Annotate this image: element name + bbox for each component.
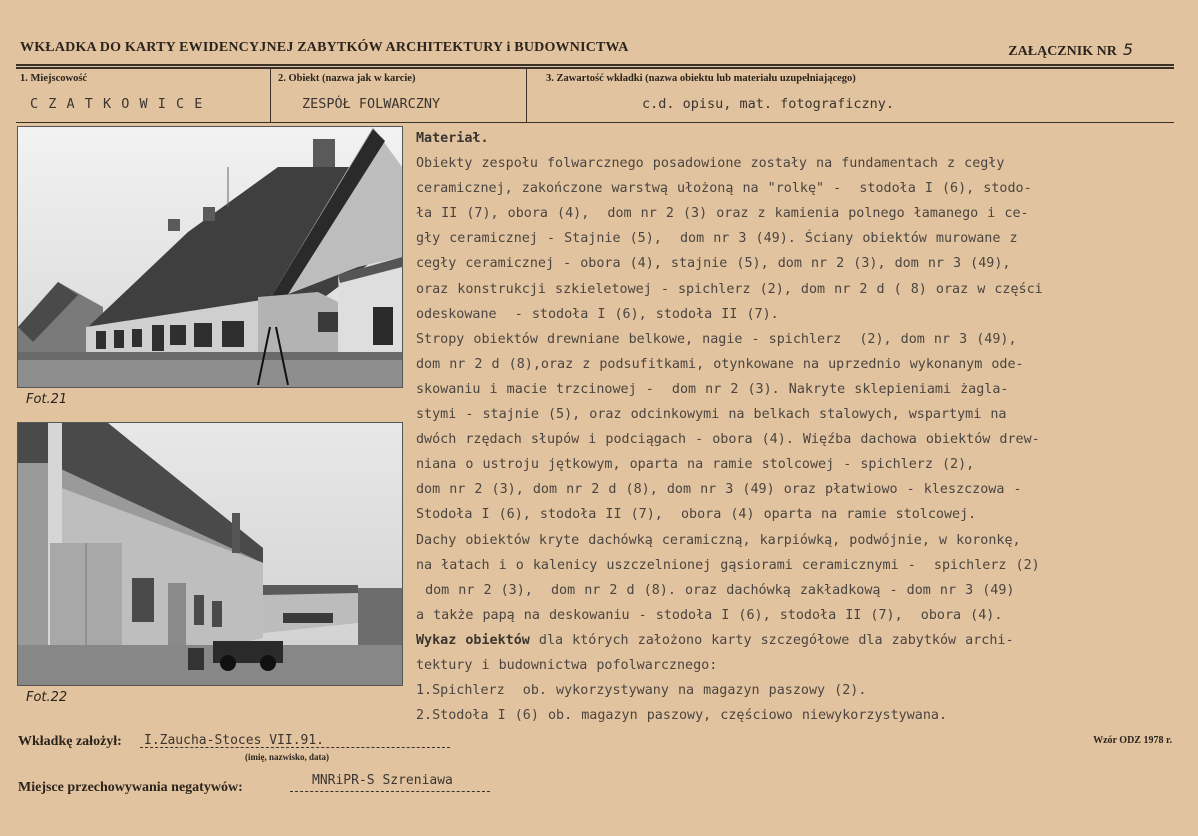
text-line: odeskowane - stodoła I (6), stodoła II (7).	[416, 306, 779, 322]
section-heading: Materiał.	[416, 131, 489, 146]
farmhouse-image	[18, 127, 402, 387]
storage-value: MNRiPR-S Szreniawa	[312, 773, 453, 788]
photo-caption-1: Fot.21	[26, 392, 68, 407]
text-line: ła II (7), obora (4), dom nr 2 (3) oraz z kamienia polnego łamanego i ce-	[416, 206, 1029, 222]
list-heading-rest: dla których założono karty szczegółowe dla zabytków archi-	[529, 632, 1014, 648]
header-rule-top-2	[16, 67, 1174, 69]
list-item: 1.Spichlerz ob. wykorzystywany na magazyn paszowy (2).	[416, 683, 867, 699]
text-line: Stropy obiektów drewniane belkowe, nagie - spichlerz (2), dom nr 3 (49),	[416, 331, 1017, 347]
text-line: a także papą na deskowaniu - stodoła I (6), stodoła II (7), obora (4).	[416, 607, 1003, 623]
text-line: cegły ceramicznej - obora (4), stajnie (5), dom nr 2 (3), dom nr 3 (49),	[416, 256, 1011, 272]
founder-hint: (imię, nazwisko, data)	[245, 752, 329, 762]
list-heading-bold: Wykaz obiektów	[416, 632, 530, 648]
founder-label: Wkładkę założył:	[18, 734, 122, 749]
divider-2	[526, 68, 527, 122]
text-line: stymi - stajnie (5), oraz odcinkowymi na belkach stalowych, wspartymi na	[416, 407, 1007, 423]
photo-caption-2: Fot.22	[26, 690, 68, 705]
text-line: oraz konstrukcji szkieletowej - spichlerz (2), dom nr 2 d ( 8) oraz w części	[416, 281, 1043, 297]
locality-value: C Z A T K O W I C E	[30, 96, 204, 112]
stable-image	[18, 423, 402, 685]
form-code: Wzór ODZ 1978 r.	[1093, 735, 1172, 746]
object-value: ZESPÓŁ FOLWARCZNY	[302, 96, 441, 112]
form-title: WKŁADKA DO KARTY EWIDENCYJNEJ ZABYTKÓW ARCHITEKTURY i BUDOWNICTWA	[20, 40, 629, 55]
annex-value: 5	[1122, 40, 1133, 59]
text-line: dom nr 2 (3), dom nr 2 d (8), dom nr 3 (49) oraz płatwiowo - kleszczowa -	[416, 482, 1022, 498]
text-line: niana o ustroju jętkowym, oparta na ramie stolcowej - spichlerz (2),	[416, 457, 975, 473]
storage-line	[290, 791, 490, 792]
photo-stable	[17, 422, 403, 686]
list-heading-line2: tektury i budownictwa pofolwarcznego:	[416, 657, 718, 673]
text-line: gły ceramicznej - Stajnie (5), dom nr 3 (49). Ściany obiektów murowane z	[416, 231, 1018, 247]
text-line: dom nr 2 (3), dom nr 2 d (8). oraz dachówką zakładkową - dom nr 3 (49)	[416, 582, 1015, 598]
list-heading	[416, 628, 1180, 653]
text-line: skowaniu i macie trzcinowej - dom nr 2 (3). Nakryte sklepieniami żagla-	[416, 381, 1009, 397]
description-text	[416, 126, 1180, 728]
annex-number	[1008, 40, 1133, 60]
contents-value: c.d. opisu, mat. fotograficzny.	[642, 96, 894, 112]
text-line: ceramicznej, zakończone warstwą ułożoną na "rolkę" - stodoła I (6), stodo-	[416, 181, 1032, 197]
object-label: 2. Obiekt (nazwa jak w karcie)	[278, 73, 416, 84]
divider-1	[270, 68, 271, 122]
contents-label: 3. Zawartość wkładki (nazwa obiektu lub materiału uzupełniającego)	[546, 73, 856, 84]
photo-farmhouse	[17, 126, 403, 388]
founder-value: I.Zaucha-Stoces VII.91.	[144, 733, 325, 748]
text-line: na łatach i o kalenicy uszczelnionej gąsiorami ceramicznymi - spichlerz (2)	[416, 557, 1040, 573]
founder-line	[140, 747, 450, 748]
text-line: Stodoła I (6), stodoła II (7), obora (4) oparta na ramie stolcowej.	[416, 507, 977, 523]
fields-rule-bottom	[16, 122, 1174, 123]
text-line: dwóch rzędach słupów i podciągach - obora (4). Więźba dachowa obiektów drew-	[416, 432, 1040, 448]
annex-label: ZAŁĄCZNIK NR	[1008, 44, 1117, 59]
storage-label: Miejsce przechowywania negatywów:	[18, 780, 243, 795]
header-rule-top	[16, 64, 1174, 66]
locality-label: 1. Miejscowość	[20, 73, 88, 84]
list-item: 2.Stodoła I (6) ob. magazyn paszowy, częściowo niewykorzystywana.	[416, 708, 948, 724]
text-line: Obiekty zespołu folwarcznego posadowione zostały na fundamentach z cegły	[416, 156, 1005, 172]
text-line: Dachy obiektów kryte dachówką ceramiczną, karpiówką, podwójnie, w koronkę,	[416, 532, 1021, 548]
text-line: dom nr 2 d (8),oraz z podsufitkami, otynkowane na uprzednio wykonanym ode-	[416, 356, 1024, 372]
